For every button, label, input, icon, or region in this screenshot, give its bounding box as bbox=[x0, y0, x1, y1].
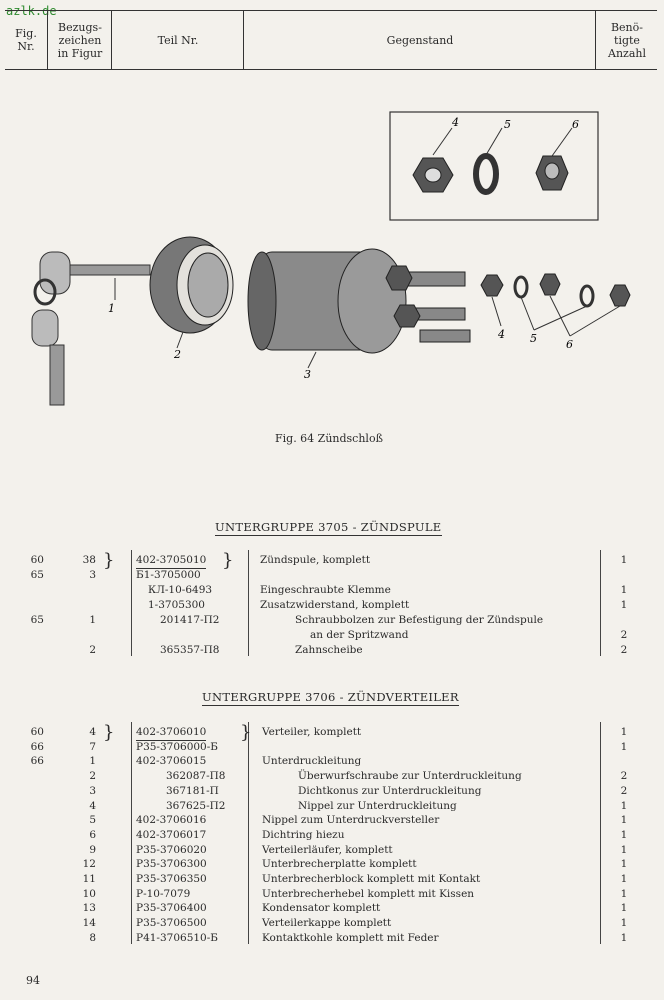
item-description: Unterbrecherblock komplett mit Kontakt bbox=[262, 873, 481, 885]
ref-number: 38 bbox=[82, 554, 96, 566]
callout-label: 6 bbox=[572, 118, 579, 131]
part-number: Р41-3706510-Б bbox=[136, 931, 219, 944]
ref-number: 9 bbox=[89, 843, 96, 856]
item-description: Unterbrecherplatte komplett bbox=[262, 858, 417, 871]
table-row bbox=[0, 740, 664, 755]
part-number: 367625-П2 bbox=[166, 799, 226, 812]
quantity: 1 bbox=[620, 917, 628, 930]
part-number: 201417-П2 bbox=[160, 614, 220, 626]
item-description: Schraubbolzen zur Befestigung der Zündspule bbox=[295, 614, 544, 626]
item-description: Unterbrecherhebel komplett mit Kissen bbox=[262, 887, 475, 900]
part-number: 402-3706017 bbox=[136, 828, 207, 841]
small-parts-icon bbox=[481, 274, 630, 306]
part-number: 367181-П bbox=[166, 784, 219, 797]
ref-number: 2 bbox=[89, 770, 96, 783]
quantity: 1 bbox=[620, 599, 628, 611]
ref-number: 6 bbox=[89, 828, 96, 841]
item-description: Zündspule, komplett bbox=[260, 554, 371, 566]
table-row bbox=[0, 857, 664, 872]
column-rule bbox=[248, 722, 249, 944]
header-part: Teil Nr. bbox=[111, 11, 244, 69]
ref-number: 5 bbox=[89, 814, 96, 827]
item-description: Eingeschraubte Klemme bbox=[260, 584, 391, 596]
table-row bbox=[0, 872, 664, 887]
ref-number: 4 bbox=[89, 726, 96, 738]
table-header bbox=[5, 10, 657, 70]
quantity: 1 bbox=[620, 814, 628, 827]
brace-mark: } bbox=[222, 550, 234, 571]
quantity: 1 bbox=[620, 843, 628, 856]
column-rule bbox=[131, 550, 132, 656]
part-number: 402-3706016 bbox=[136, 814, 207, 827]
part-number: Р35-3706500 bbox=[136, 917, 207, 930]
table-row bbox=[0, 568, 664, 583]
brace-mark: } bbox=[103, 550, 115, 571]
item-description: Nippel zum Unterdruckversteller bbox=[262, 814, 440, 827]
ref-number: 7 bbox=[89, 740, 96, 753]
quantity: 1 bbox=[620, 554, 628, 566]
item-description: Zusatzwiderstand, komplett bbox=[260, 599, 410, 611]
watermark: azlk.de bbox=[6, 4, 57, 18]
table-row bbox=[0, 583, 664, 598]
ref-number: 10 bbox=[82, 887, 96, 900]
item-description: Überwurfschraube zur Unterdruckleitung bbox=[298, 770, 522, 783]
quantity: 2 bbox=[620, 629, 628, 641]
table-row bbox=[0, 931, 664, 946]
item-description: Dichtkonus zur Unterdruckleitung bbox=[298, 784, 482, 797]
quantity: 1 bbox=[620, 726, 628, 738]
ref-number: 4 bbox=[89, 799, 96, 812]
table-row bbox=[0, 813, 664, 828]
ref-number: 1 bbox=[89, 755, 96, 768]
callout-label: 1 bbox=[108, 302, 115, 315]
part-number: Б1-3705000 bbox=[136, 569, 201, 581]
callout-label: 5 bbox=[530, 332, 537, 345]
item-description: Verteilerläufer, komplett bbox=[262, 843, 393, 856]
inset-cap-nut-icon bbox=[536, 156, 568, 190]
figure-caption: Fig. 64 Zündschloß bbox=[275, 432, 383, 445]
table-row bbox=[0, 628, 664, 643]
header-item: Gegenstand bbox=[243, 11, 596, 69]
table-row bbox=[0, 784, 664, 799]
table-row bbox=[0, 901, 664, 916]
callout-label: 4 bbox=[498, 328, 505, 341]
table-row bbox=[0, 643, 664, 658]
fig-number: 60 bbox=[30, 554, 44, 566]
ref-number: 14 bbox=[82, 917, 96, 930]
table-row bbox=[0, 769, 664, 784]
item-description: Verteiler, komplett bbox=[262, 726, 362, 738]
part-number: Р35-3706300 bbox=[136, 858, 207, 871]
item-description: Unterdruckleitung bbox=[262, 755, 362, 768]
fig-number: 65 bbox=[30, 569, 44, 581]
inset-washer-icon bbox=[476, 156, 496, 192]
part-number: Р35-3706020 bbox=[136, 843, 207, 856]
part-number: Р35-3706350 bbox=[136, 873, 207, 885]
item-description: Dichtring hiezu bbox=[262, 828, 345, 841]
table-row bbox=[0, 613, 664, 628]
item-description: Verteilerkappe komplett bbox=[262, 917, 392, 930]
quantity: 1 bbox=[620, 931, 628, 944]
callout-label: 5 bbox=[504, 118, 511, 131]
callout-label: 3 bbox=[304, 368, 311, 381]
ref-number: 13 bbox=[82, 902, 96, 915]
part-number: КЛ-10-6493 bbox=[148, 584, 213, 596]
column-rule bbox=[600, 550, 601, 656]
quantity: 1 bbox=[620, 858, 628, 871]
quantity: 2 bbox=[620, 644, 628, 656]
table-row bbox=[0, 598, 664, 613]
header-qty: Benö- tigte Anzahl bbox=[595, 11, 658, 69]
quantity: 2 bbox=[620, 770, 628, 783]
part-number: 402-3706015 bbox=[136, 755, 207, 768]
part-number: 1-3705300 bbox=[148, 599, 205, 611]
table-row bbox=[0, 799, 664, 814]
fig-number: 66 bbox=[30, 740, 44, 753]
part-number: 362087-П8 bbox=[166, 770, 226, 783]
quantity: 1 bbox=[620, 584, 628, 596]
column-rule bbox=[248, 550, 249, 656]
table-row bbox=[0, 754, 664, 769]
part-number: Р35-3706400 bbox=[136, 902, 207, 915]
table-row bbox=[0, 550, 664, 571]
quantity: 2 bbox=[620, 784, 628, 797]
ref-number: 8 bbox=[89, 931, 96, 944]
callout-label: 4 bbox=[452, 116, 459, 129]
item-description: Nippel zur Unterdruckleitung bbox=[298, 799, 457, 812]
brace-mark: } bbox=[103, 722, 115, 743]
quantity: 1 bbox=[620, 873, 628, 885]
part-number: Р-10-7079 bbox=[136, 887, 191, 900]
ignition-lock-figure bbox=[0, 100, 664, 430]
keys-icon bbox=[32, 252, 150, 405]
table-row bbox=[0, 722, 664, 743]
table-row bbox=[0, 887, 664, 902]
header-ref: Bezugs- zeichen in Figur bbox=[47, 11, 112, 69]
item-description: an der Spritzwand bbox=[310, 629, 409, 641]
column-rule bbox=[131, 722, 132, 944]
column-rule bbox=[600, 722, 601, 944]
lock-ring-icon bbox=[150, 237, 233, 333]
ref-number: 1 bbox=[89, 614, 96, 626]
quantity: 1 bbox=[620, 902, 628, 915]
quantity: 1 bbox=[620, 828, 628, 841]
item-description: Kondensator komplett bbox=[262, 902, 381, 915]
part-number: Р35-3706000-Б bbox=[136, 740, 219, 753]
ref-number: 3 bbox=[89, 784, 96, 797]
ref-number: 3 bbox=[89, 569, 96, 581]
brace-mark: } bbox=[240, 722, 252, 743]
inset-hex-nut-icon bbox=[413, 158, 453, 192]
part-number: 402-3706010 bbox=[136, 725, 206, 741]
quantity: 1 bbox=[620, 887, 628, 900]
quantity: 1 bbox=[620, 799, 628, 812]
item-description: Zahnscheibe bbox=[295, 644, 363, 656]
group-title: UNTERGRUPPE 3705 - ZÜNDSPULE bbox=[215, 520, 442, 534]
part-number: 402-3705010 bbox=[136, 553, 206, 569]
table-row bbox=[0, 828, 664, 843]
ref-number: 11 bbox=[82, 873, 96, 885]
lock-body-icon bbox=[248, 249, 470, 353]
callout-label: 6 bbox=[566, 338, 573, 351]
ref-number: 12 bbox=[82, 858, 96, 871]
ref-number: 2 bbox=[89, 644, 96, 656]
fig-number: 65 bbox=[30, 614, 44, 626]
group-title: UNTERGRUPPE 3706 - ZÜNDVERTEILER bbox=[202, 690, 459, 704]
quantity: 1 bbox=[620, 740, 628, 753]
fig-number: 66 bbox=[30, 755, 44, 768]
header-fig: Fig. Nr. bbox=[15, 27, 37, 53]
item-description: Kontaktkohle komplett mit Feder bbox=[262, 931, 439, 944]
fig-number: 60 bbox=[30, 726, 44, 738]
page-number: 94 bbox=[26, 974, 40, 987]
table-row bbox=[0, 916, 664, 931]
part-number: 365357-П8 bbox=[160, 644, 220, 656]
table-row bbox=[0, 843, 664, 858]
callout-label: 2 bbox=[174, 348, 181, 361]
